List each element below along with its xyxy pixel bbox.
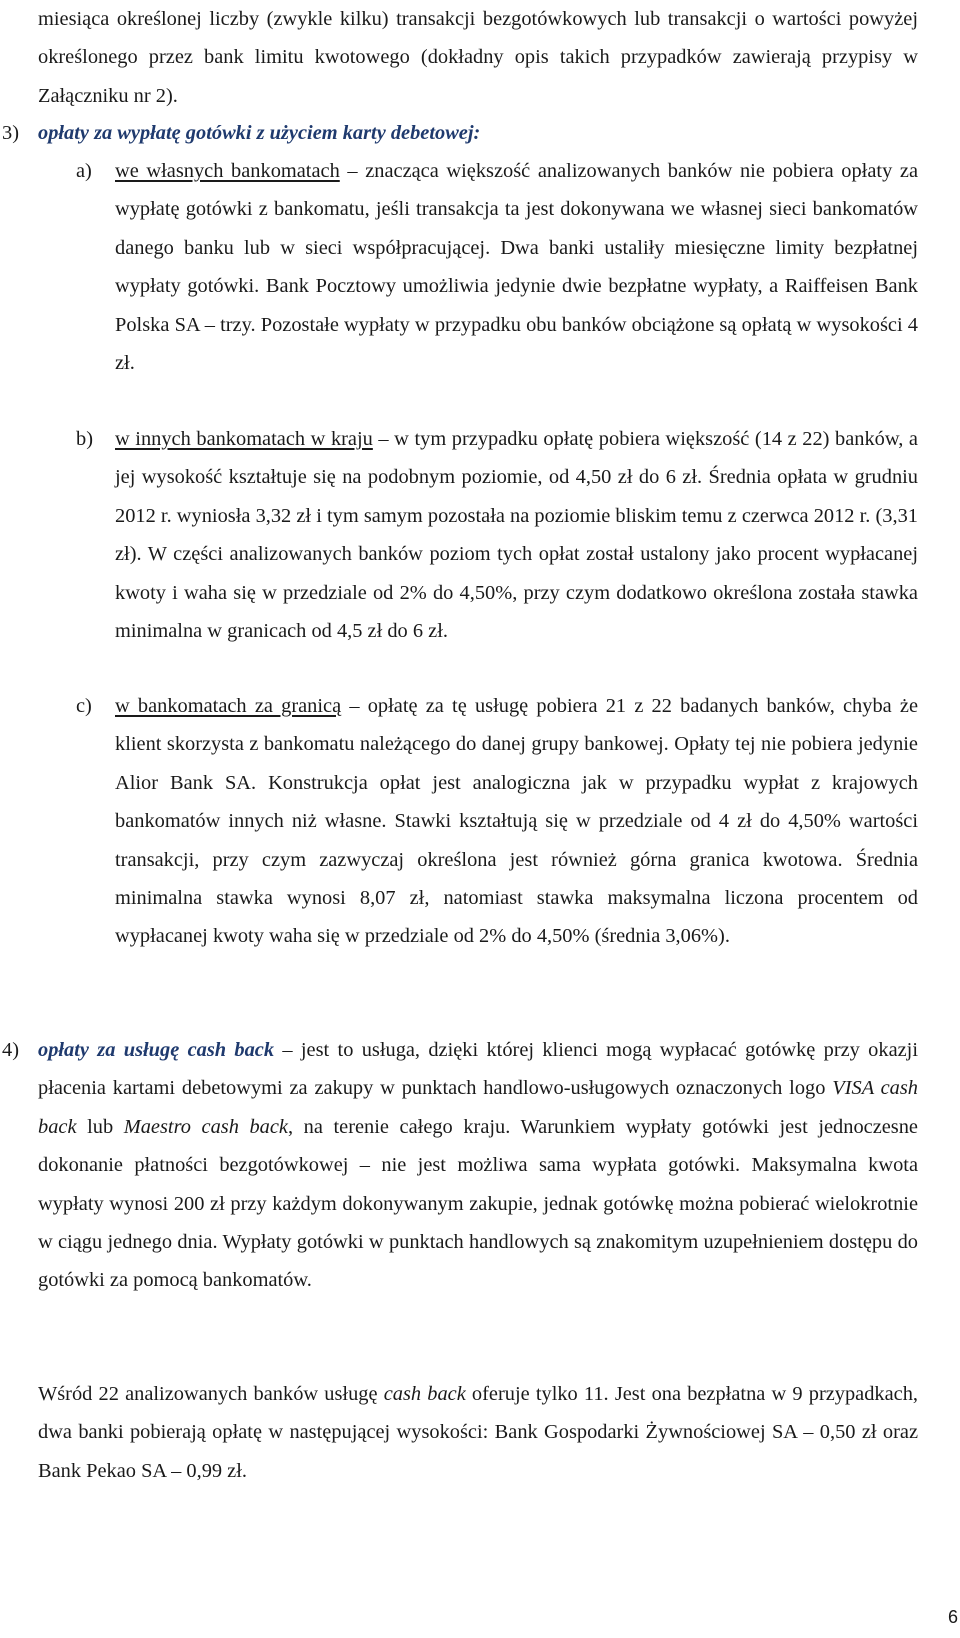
item-3a-term: we własnych bankomatach <box>115 160 340 182</box>
item-3c-term: w bankomatach za granicą <box>115 695 342 717</box>
item-3b-text: – w tym przypadku opłatę pobiera większość (14 z 22) banków, a jej wysokość kształtuje się na podobnym poziomie, od 4,50 zł do 6 zł. Średnia opłata w grudniu 2012 r. wyniosła 3,32 zł i tym samym pozostała na poziomie bliskim temu z czerwca 2012 r. (3,31 zł). W części analizowanych banków poziom tych opłat został ustalony jako procent wypłacanej kwoty i waha się w przedziale od 2% do 4,50%, przy czym dodatkowo określona została stawka minimalna w granicach od 4,5 zł do 6 zł. <box>115 428 918 643</box>
closing-text-b: oferuje tylko 11. Jest ona bezpłatna w 9 przypadkach, dwa banki pobierają opłatę w następującej wysokości: Bank Gospodarki Żywnościowej SA – 0,50 zł oraz Bank Pekao SA – 0,99 zł. <box>38 1383 919 1482</box>
item-4-brand-visa: VISA cash back <box>38 1077 918 1138</box>
item-3a-text: – znacząca większość analizowanych banków nie pobiera opłaty za wypłatę gotówki z bankomatu, jeśli transakcja ta jest dokonywana we własnej sieci bankomatów danego banku lub w sieci współpracującej. Dwa banki ustaliły miesięczne limity bezpłatnej wypłaty gotówki. Bank Pocztowy umożliwia jedynie dwie bezpłatne wypłaty, a Raiffeisen Bank Polska SA – trzy. Pozostałe wypłaty w przypadku obu banków obciążone są opłatą w wysokości 4 zł. <box>115 160 918 375</box>
item-3-heading <box>38 114 918 152</box>
item-3a-letter: a) <box>76 160 92 182</box>
item-4-paragraph <box>38 1031 918 1300</box>
item-3b-letter: b) <box>76 428 93 450</box>
intro-paragraph <box>38 0 918 115</box>
closing-term: cash back <box>383 1383 466 1405</box>
page-number: 6 <box>947 1607 958 1627</box>
item-4-heading: opłaty za usługę cash back <box>38 1039 275 1061</box>
item-4-text-a: – jest to usługa, dzięki której klienci mogą wypłacać gotówkę przy okazji płacenia kartami debetowymi za zakupy w punktach handlowo-usługowych oznaczonych logo <box>38 1039 918 1100</box>
item-4-text-c: , na terenie całego kraju. Warunkiem wypłaty gotówki jest jednoczesne dokonanie płatności bezgotówkowej – nie jest możliwa sama wypłata gotówki. Maksymalna kwota wypłaty wynosi 200 zł przy każdym dokonywanym zakupie, jednak gotówkę można pobierać wielokrotnie w ciągu jednego dnia. Wypłaty gotówki w punktach handlowych są znakomitym uzupełnieniem dostępu do gotówki za pomocą bankomatów. <box>38 1115 918 1292</box>
item-4-brand-maestro: Maestro cash back <box>123 1115 288 1138</box>
closing-text-a: Wśród 22 analizowanych banków usługę <box>38 1383 384 1405</box>
item-3a-paragraph <box>115 152 918 382</box>
item-3c-letter: c) <box>76 695 92 717</box>
item-3-heading-text: opłaty za wypłatę gotówki z użyciem karty debetowej: <box>38 122 481 144</box>
closing-paragraph <box>38 1375 918 1490</box>
item-3c-text: – opłatę za tę usługę pobiera 21 z 22 badanych banków, chyba że klient skorzysta z bankomatu należącego do danej grupy bankowej. Opłaty tej nie pobiera jedynie Alior Bank SA. Konstrukcja opłat jest analogiczna jak w przypadku wypłat z krajowych bankomatów innych niż własne. Stawki kształtują się w przedziale od 4 zł do 4,50% wartości transakcji, przy czym zazwyczaj określona jest również górna granica kwotowa. Średnia minimalna stawka wynosi 8,07 zł, natomiast stawka maksymalna liczona procentem od wypłacanej kwoty waha się w przedziale od 2% do 4,50% (średnia 3,06%). <box>115 695 918 948</box>
item-4-text-b: lub <box>76 1115 124 1138</box>
intro-text: miesiąca określonej liczby (zwykle kilku) transakcji bezgotówkowych lub transakcji o wartości powyżej określonego przez bank limitu kwotowego (dokładny opis takich przypadków zawierają przypisy w Załączniku nr 2). <box>38 8 918 107</box>
item-3-number: 3) <box>2 122 19 144</box>
item-3b-term: w innych bankomatach w kraju <box>115 428 373 450</box>
item-3b-paragraph <box>115 420 918 650</box>
item-4-number: 4) <box>2 1039 19 1061</box>
item-3c-paragraph <box>115 687 918 956</box>
